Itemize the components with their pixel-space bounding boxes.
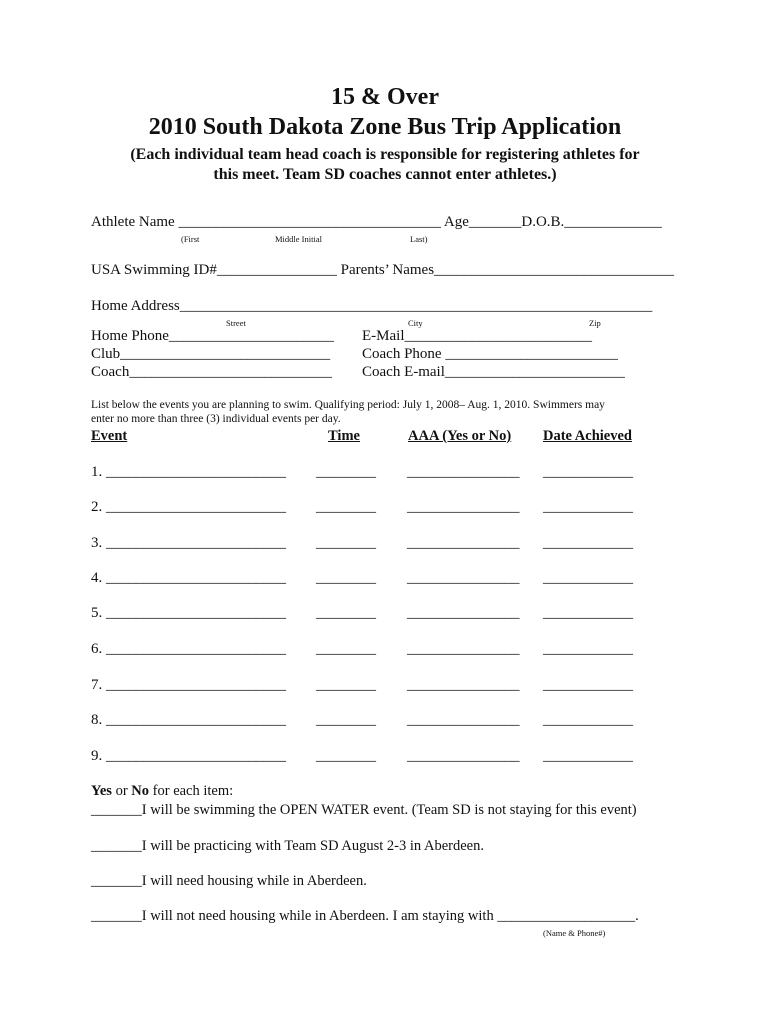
event-row-9-event[interactable]: 9. ________________________ <box>91 748 286 764</box>
column-header-aaa: AAA (Yes or No) <box>408 428 512 444</box>
intro-rest: for each item: <box>149 783 234 799</box>
caption-city: City <box>408 318 423 328</box>
event-row-2-aaa[interactable]: _______________ <box>407 499 520 515</box>
event-row-1-time[interactable]: ________ <box>316 464 376 480</box>
event-row-6-event[interactable]: 6. ________________________ <box>91 641 286 657</box>
events-note-line-1: List below the events you are planning to swim. Qualifying period: July 1, 2008– Aug. 1, 2010. Swimmers may <box>91 399 605 411</box>
title-line-1: 15 & Over <box>331 84 439 110</box>
event-row-5-event[interactable]: 5. ________________________ <box>91 605 286 621</box>
yes-label: Yes <box>91 783 112 799</box>
event-row-3-date[interactable]: ____________ <box>543 535 633 551</box>
event-row-1-date[interactable]: ____________ <box>543 464 633 480</box>
name-phone-caption: (Name & Phone#) <box>543 928 606 938</box>
coach-phone-field[interactable]: Coach Phone _______________________ <box>362 346 618 362</box>
athlete-name-field[interactable]: Athlete Name ___________________________________ Age_______D.O.B._____________ <box>91 214 662 230</box>
no-housing-item[interactable]: _______I will not need housing while in Aberdeen. I am staying with ___________________. <box>91 908 639 924</box>
event-row-9-date[interactable]: ____________ <box>543 748 633 764</box>
practice-item[interactable]: _______I will be practicing with Team SD August 2-3 in Aberdeen. <box>91 838 484 854</box>
need-housing-item[interactable]: _______I will need housing while in Aberdeen. <box>91 873 367 889</box>
club-field[interactable]: Club____________________________ <box>91 346 331 362</box>
open-water-item[interactable]: _______I will be swimming the OPEN WATER event. (Team SD is not staying for this event) <box>91 802 637 818</box>
event-row-1-event[interactable]: 1. ________________________ <box>91 464 286 480</box>
subtitle-line-1: (Each individual team head coach is responsible for registering athletes for <box>130 146 640 163</box>
or-label: or <box>111 783 132 799</box>
column-header-event: Event <box>91 428 128 444</box>
coach-email-field[interactable]: Coach E-mail________________________ <box>362 364 625 380</box>
event-row-6-date[interactable]: ____________ <box>543 641 633 657</box>
event-row-7-time[interactable]: ________ <box>316 677 376 693</box>
column-header-time: Time <box>328 428 360 444</box>
event-row-3-aaa[interactable]: _______________ <box>407 535 520 551</box>
caption-last: Last) <box>410 234 428 244</box>
event-row-4-date[interactable]: ____________ <box>543 570 633 586</box>
event-row-9-time[interactable]: ________ <box>316 748 376 764</box>
caption-first: (First <box>181 234 200 244</box>
event-row-3-event[interactable]: 3. ________________________ <box>91 535 286 551</box>
event-row-4-aaa[interactable]: _______________ <box>407 570 520 586</box>
home-phone-field[interactable]: Home Phone______________________ <box>91 328 334 344</box>
subtitle-line-2: this meet. Team SD coaches cannot enter athletes.) <box>213 166 557 183</box>
event-row-8-time[interactable]: ________ <box>316 712 376 728</box>
events-note-line-2: enter no more than three (3) individual events per day. <box>91 413 341 425</box>
email-field[interactable]: E-Mail_________________________ <box>362 328 592 344</box>
yes-no-intro <box>91 783 233 800</box>
event-row-8-date[interactable]: ____________ <box>543 712 633 728</box>
event-row-8-aaa[interactable]: _______________ <box>407 712 520 728</box>
usa-swimming-id-field[interactable]: USA Swimming ID#________________ Parents’ Names________________________________ <box>91 262 675 278</box>
event-row-5-aaa[interactable]: _______________ <box>407 605 520 621</box>
event-row-9-aaa[interactable]: _______________ <box>407 748 520 764</box>
event-row-5-time[interactable]: ________ <box>316 605 376 621</box>
caption-street: Street <box>226 318 246 328</box>
event-row-2-date[interactable]: ____________ <box>543 499 633 515</box>
event-row-2-time[interactable]: ________ <box>316 499 376 515</box>
event-row-7-aaa[interactable]: _______________ <box>407 677 520 693</box>
event-row-4-time[interactable]: ________ <box>316 570 376 586</box>
event-row-3-time[interactable]: ________ <box>316 535 376 551</box>
title-line-2: 2010 South Dakota Zone Bus Trip Application <box>148 114 622 140</box>
event-row-4-event[interactable]: 4. ________________________ <box>91 570 286 586</box>
event-row-2-event[interactable]: 2. ________________________ <box>91 499 286 515</box>
caption-middle-initial: Middle Initial <box>275 234 322 244</box>
event-row-5-date[interactable]: ____________ <box>543 605 633 621</box>
event-row-7-event[interactable]: 7. ________________________ <box>91 677 286 693</box>
event-row-6-time[interactable]: ________ <box>316 641 376 657</box>
event-row-6-aaa[interactable]: _______________ <box>407 641 520 657</box>
coach-field[interactable]: Coach___________________________ <box>91 364 332 380</box>
event-row-1-aaa[interactable]: _______________ <box>407 464 520 480</box>
no-label: No <box>131 783 150 799</box>
event-row-8-event[interactable]: 8. ________________________ <box>91 712 286 728</box>
home-address-field[interactable]: Home Address_______________________________________________________________ <box>91 298 653 314</box>
event-row-7-date[interactable]: ____________ <box>543 677 633 693</box>
column-header-date-achieved: Date Achieved <box>543 428 632 444</box>
caption-zip: Zip <box>589 318 601 328</box>
